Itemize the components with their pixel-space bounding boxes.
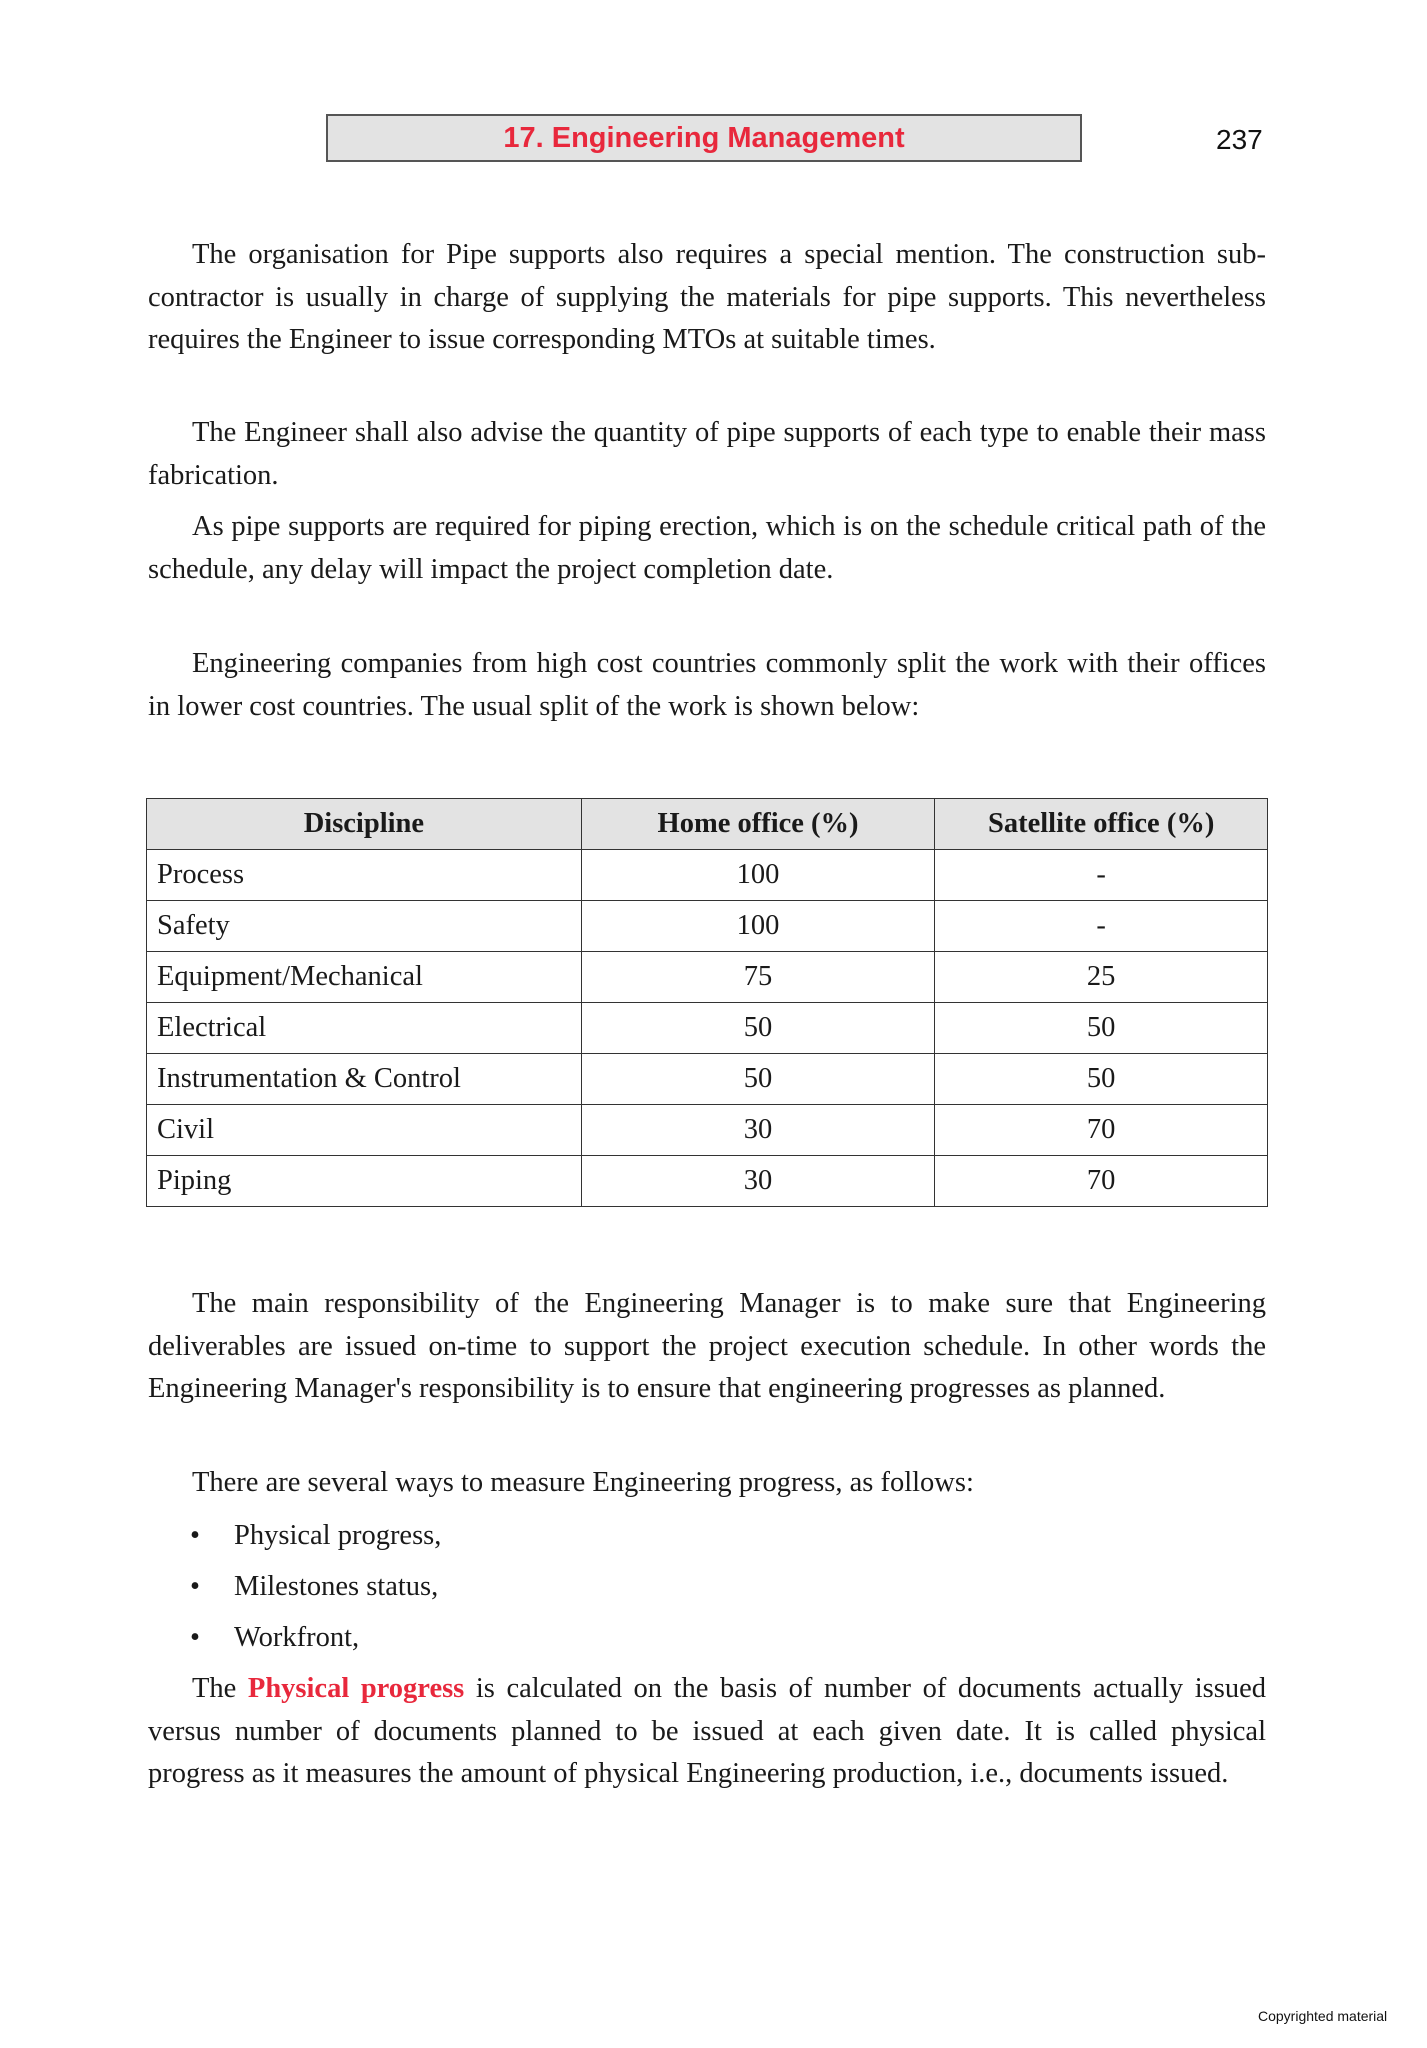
satellite-office-cell: - [935,850,1268,901]
paragraph-engineering-manager: The main responsibility of the Engineering Manager is to make sure that Engineering deliverables are issued on-time to support the project execution schedule. In other words the Engineering Manager's responsibility is to ensure that engineering progresses as planned. [148,1288,1266,1404]
table-row [147,1054,1268,1105]
satellite-office-cell: 70 [935,1156,1268,1207]
table-row [147,1105,1268,1156]
satellite-office-cell: 50 [935,1003,1268,1054]
satellite-office-cell: 25 [935,952,1268,1003]
paragraph-pipe-supports: The organisation for Pipe supports also requires a special mention. The construction sub-contractor is usually in charge of supplying the materials for pipe supports. This nevertheless requires the Engineer to issue corresponding MTOs at suitable times. [148,239,1266,355]
table-row [147,1156,1268,1207]
work-split-table [146,798,1268,1207]
discipline-cell: Piping [147,1156,582,1207]
discipline-cell: Equipment/Mechanical [147,952,582,1003]
physical-progress-text: is calculated on the basis of number of documents actually issued versus number of documents planned to be issued at each given date. It is called physical progress as it measures the amount of physical Engineering production, i.e., documents issued. [148,1673,1267,1789]
chapter-title: 17. Engineering Management [503,121,905,154]
discipline-cell: Instrumentation & Control [147,1054,582,1105]
home-office-cell: 75 [581,952,935,1003]
header-home-office: Home office (%) [581,799,935,850]
home-office-cell: 30 [581,1156,935,1207]
paragraph-physical-progress [148,1668,1266,1796]
table-header-row [147,799,1268,850]
satellite-office-cell: 70 [935,1105,1268,1156]
discipline-cell: Civil [147,1105,582,1156]
physical-progress-term: Physical progress [247,1673,465,1704]
table-row [147,901,1268,952]
list-item: • Physical progress, [190,1510,441,1561]
table-row [147,1003,1268,1054]
progress-methods-list [190,1510,441,1663]
home-office-cell: 50 [581,1054,935,1105]
home-office-cell: 100 [581,901,935,952]
discipline-cell: Process [147,850,582,901]
paragraph-critical-path: As pipe supports are required for piping erection, which is on the schedule critical path of the schedule, any delay will impact the project completion date. [148,511,1266,585]
physical-progress-lead: The [192,1673,237,1704]
home-office-cell: 30 [581,1105,935,1156]
home-office-cell: 100 [581,850,935,901]
table-row [147,850,1268,901]
table-row [147,952,1268,1003]
list-item: • Milestones status, [190,1561,441,1612]
chapter-header [326,114,1082,162]
paragraph-work-split: Engineering companies from high cost countries commonly split the work with their offices in lower cost countries. The usual split of the work is shown below: [148,648,1266,722]
discipline-cell: Electrical [147,1003,582,1054]
list-item: • Workfront, [190,1612,441,1663]
satellite-office-cell: - [935,901,1268,952]
discipline-cell: Safety [147,901,582,952]
copyright-notice: Copyrighted material [1258,2008,1388,2024]
page-number: 237 [1216,124,1263,155]
home-office-cell: 50 [581,1003,935,1054]
header-discipline: Discipline [147,799,582,850]
paragraph-quantity: The Engineer shall also advise the quantity of pipe supports of each type to enable their mass fabrication. [148,417,1266,491]
paragraph-progress-intro: There are several ways to measure Engineering progress, as follows: [192,1467,974,1498]
header-satellite-office: Satellite office (%) [935,799,1268,850]
satellite-office-cell: 50 [935,1054,1268,1105]
